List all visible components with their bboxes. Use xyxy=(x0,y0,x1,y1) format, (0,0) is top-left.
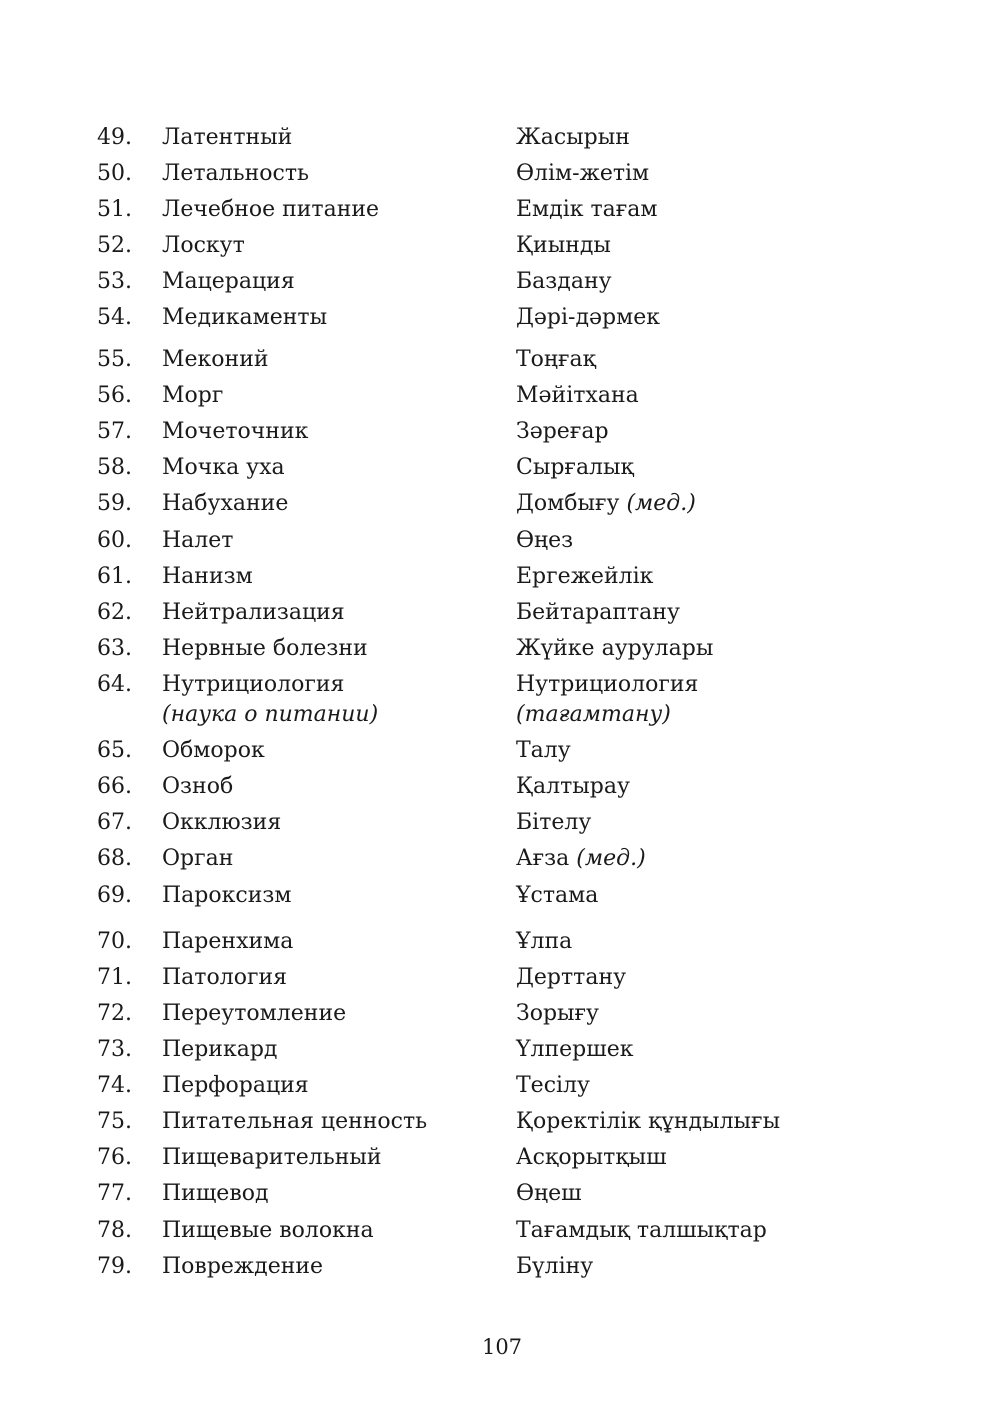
kazakh-term-text: Тоңғақ xyxy=(516,347,596,372)
entry-number: 57. xyxy=(97,419,132,444)
russian-term-text: Пароксизм xyxy=(162,883,292,908)
kazakh-term xyxy=(516,1216,767,1246)
entry-number: 65. xyxy=(97,738,132,763)
entry-number: 54. xyxy=(97,305,132,330)
entry-number: 56. xyxy=(97,383,132,408)
russian-term xyxy=(162,345,269,375)
kazakh-term xyxy=(516,159,649,189)
entry-number: 70. xyxy=(97,929,132,954)
kazakh-term-text: Зәреғар xyxy=(516,419,609,444)
entry-number: 74. xyxy=(97,1073,132,1098)
kazakh-term xyxy=(516,1143,667,1173)
russian-term-text: Набухание xyxy=(162,491,289,516)
entry-number: 72. xyxy=(97,1001,132,1026)
entry-number: 64. xyxy=(97,672,132,697)
kazakh-term-text: Асқорытқыш xyxy=(516,1145,667,1170)
russian-term xyxy=(162,963,287,993)
russian-term xyxy=(162,267,295,297)
russian-term-text: Налет xyxy=(162,528,234,553)
kazakh-term xyxy=(516,231,611,261)
kazakh-term-text: Сырғалық xyxy=(516,455,634,480)
kazakh-term xyxy=(516,1071,590,1101)
kazakh-term-note: (мед.) xyxy=(576,846,646,871)
russian-term-text: Пищеварительный xyxy=(162,1145,382,1170)
kazakh-term-note: (мед.) xyxy=(626,491,696,516)
russian-term-text: Пищевые волокна xyxy=(162,1218,374,1243)
kazakh-term xyxy=(516,267,612,297)
russian-term xyxy=(162,1216,374,1246)
kazakh-term-text: Тесілу xyxy=(516,1073,590,1098)
kazakh-term-text: Емдік тағам xyxy=(516,197,658,222)
russian-term xyxy=(162,844,233,874)
kazakh-term-text: Ергежейлік xyxy=(516,564,654,589)
entry-number: 77. xyxy=(97,1181,132,1206)
page-number: 107 xyxy=(481,1335,523,1359)
entry-number: 66. xyxy=(97,774,132,799)
entry-number: 76. xyxy=(97,1145,132,1170)
kazakh-term-text: Дәрі-дәрмек xyxy=(516,305,660,330)
kazakh-term xyxy=(516,1252,593,1282)
entry-number: 60. xyxy=(97,528,132,553)
kazakh-term-text: Домбығу xyxy=(516,491,620,516)
russian-term-text: Нервные болезни xyxy=(162,636,368,661)
entry-number: 61. xyxy=(97,564,132,589)
russian-term-text: Озноб xyxy=(162,774,234,799)
russian-term-text: Питательная ценность xyxy=(162,1109,428,1134)
kazakh-term-text: Өлім-жетім xyxy=(516,161,650,186)
russian-term-text: Повреждение xyxy=(162,1254,324,1279)
kazakh-term-text: Бүліну xyxy=(516,1254,594,1279)
entry-number: 52. xyxy=(97,233,132,258)
kazakh-term xyxy=(516,1107,780,1137)
kazakh-term xyxy=(516,927,572,957)
russian-term xyxy=(162,1252,323,1282)
entry-number: 75. xyxy=(97,1109,132,1134)
russian-term xyxy=(162,1035,277,1065)
russian-term xyxy=(162,881,291,911)
russian-term xyxy=(162,159,309,189)
kazakh-term-text: Бітелу xyxy=(516,810,592,835)
russian-term xyxy=(162,670,378,730)
kazakh-term xyxy=(516,562,653,592)
russian-term xyxy=(162,417,308,447)
russian-term xyxy=(162,1143,382,1173)
russian-term-text: Перфорация xyxy=(162,1073,309,1098)
kazakh-term-text: Ұстама xyxy=(516,883,599,908)
russian-term-text: Окклюзия xyxy=(162,810,282,835)
entry-number: 51. xyxy=(97,197,132,222)
russian-term-text: Меконий xyxy=(162,347,269,372)
russian-term xyxy=(162,123,292,153)
russian-term xyxy=(162,195,379,225)
russian-term-text: Нейтрализация xyxy=(162,600,345,625)
russian-term xyxy=(162,772,233,802)
kazakh-term xyxy=(516,303,660,333)
russian-term-text: Орган xyxy=(162,846,234,871)
russian-term xyxy=(162,562,253,592)
russian-term xyxy=(162,736,265,766)
kazakh-term xyxy=(516,489,696,519)
entry-number: 50. xyxy=(97,161,132,186)
russian-term xyxy=(162,1107,427,1137)
kazakh-term xyxy=(516,345,596,375)
russian-term xyxy=(162,927,293,957)
russian-term-text: Летальность xyxy=(162,161,309,186)
entry-number: 73. xyxy=(97,1037,132,1062)
entry-number: 71. xyxy=(97,965,132,990)
russian-term-text: Паренхима xyxy=(162,929,294,954)
russian-term xyxy=(162,1071,309,1101)
russian-term-text: Мочеточник xyxy=(162,419,309,444)
kazakh-term xyxy=(516,670,698,730)
kazakh-term-text: Тағамдық талшықтар xyxy=(516,1218,767,1243)
kazakh-term xyxy=(516,381,639,411)
kazakh-term xyxy=(516,772,630,802)
kazakh-term xyxy=(516,844,646,874)
kazakh-term-text: Қиынды xyxy=(516,233,611,258)
entry-number: 67. xyxy=(97,810,132,835)
kazakh-term xyxy=(516,195,658,225)
kazakh-term-gloss: (тағамтану) xyxy=(516,702,671,727)
russian-term-gloss: (наука о питании) xyxy=(162,702,379,727)
kazakh-term xyxy=(516,808,591,838)
kazakh-term xyxy=(516,123,630,153)
kazakh-term-text: Мәйітхана xyxy=(516,383,639,408)
kazakh-term-text: Баздану xyxy=(516,269,612,294)
russian-term xyxy=(162,231,245,261)
russian-term-text: Медикаменты xyxy=(162,305,328,330)
kazakh-term-text: Ұлпа xyxy=(516,929,573,954)
kazakh-term xyxy=(516,417,609,447)
russian-term-text: Нутрициология xyxy=(162,672,345,697)
kazakh-term xyxy=(516,598,680,628)
russian-term xyxy=(162,381,223,411)
kazakh-term-text: Ағза xyxy=(516,846,570,871)
entry-number: 58. xyxy=(97,455,132,480)
kazakh-term-text: Зорығу xyxy=(516,1001,600,1026)
kazakh-term-text: Жүйке аурулары xyxy=(516,636,714,661)
russian-term-text: Мочка уха xyxy=(162,455,285,480)
russian-term-text: Перикард xyxy=(162,1037,278,1062)
kazakh-term xyxy=(516,1035,634,1065)
entry-number: 68. xyxy=(97,846,132,871)
entry-number: 79. xyxy=(97,1254,132,1279)
kazakh-term-text: Нутрициология xyxy=(516,672,699,697)
kazakh-term-text: Өңез xyxy=(516,528,574,553)
russian-term xyxy=(162,1179,269,1209)
russian-term xyxy=(162,808,281,838)
kazakh-term-text: Дерттану xyxy=(516,965,627,990)
kazakh-term-text: Бейтараптану xyxy=(516,600,680,625)
entry-number: 59. xyxy=(97,491,132,516)
russian-term xyxy=(162,999,346,1029)
kazakh-term-text: Өңеш xyxy=(516,1181,582,1206)
kazakh-term xyxy=(516,1179,582,1209)
kazakh-term xyxy=(516,526,573,556)
russian-term-text: Лоскут xyxy=(162,233,245,258)
entry-number: 78. xyxy=(97,1218,132,1243)
kazakh-term-text: Талу xyxy=(516,738,571,763)
kazakh-term xyxy=(516,634,713,664)
russian-term-text: Лечебное питание xyxy=(162,197,380,222)
russian-term-text: Морг xyxy=(162,383,224,408)
kazakh-term-text: Үлпершек xyxy=(516,1037,634,1062)
russian-term-text: Мацерация xyxy=(162,269,295,294)
kazakh-term xyxy=(516,453,634,483)
entry-number: 55. xyxy=(97,347,132,372)
russian-term-text: Латентный xyxy=(162,125,293,150)
entry-number: 63. xyxy=(97,636,132,661)
kazakh-term-text: Жасырын xyxy=(516,125,630,150)
russian-term-text: Переутомление xyxy=(162,1001,347,1026)
kazakh-term-text: Қалтырау xyxy=(516,774,630,799)
entry-number: 49. xyxy=(97,125,132,150)
russian-term xyxy=(162,526,233,556)
entry-number: 53. xyxy=(97,269,132,294)
kazakh-term xyxy=(516,963,626,993)
entry-number: 62. xyxy=(97,600,132,625)
kazakh-term xyxy=(516,736,571,766)
russian-term-text: Пищевод xyxy=(162,1181,269,1206)
entry-number: 69. xyxy=(97,883,132,908)
russian-term-text: Обморок xyxy=(162,738,265,763)
russian-term xyxy=(162,453,285,483)
kazakh-term xyxy=(516,999,599,1029)
russian-term xyxy=(162,303,327,333)
russian-term xyxy=(162,634,368,664)
russian-term-text: Патология xyxy=(162,965,288,990)
russian-term xyxy=(162,598,345,628)
russian-term-text: Нанизм xyxy=(162,564,253,589)
kazakh-term xyxy=(516,881,598,911)
russian-term xyxy=(162,489,288,519)
kazakh-term-text: Қоректілік құндылығы xyxy=(516,1109,781,1134)
